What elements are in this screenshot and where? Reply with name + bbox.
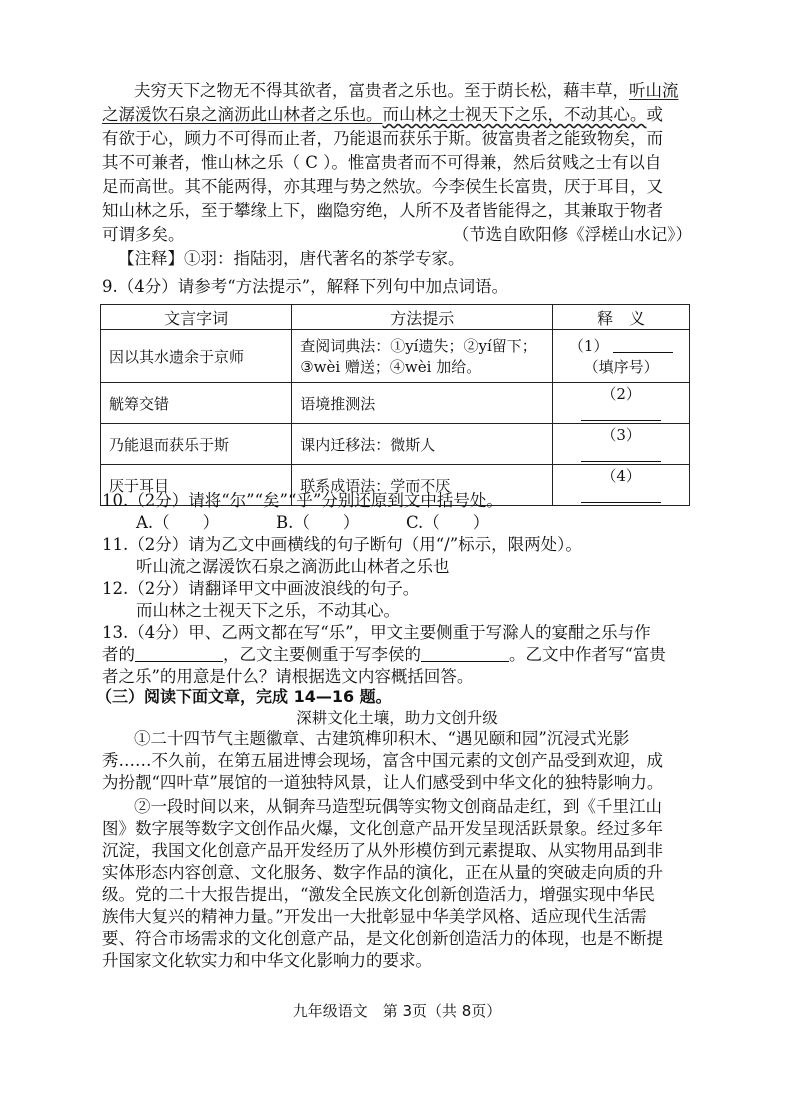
passage-text: 可谓多矣。 [102, 225, 185, 244]
passage-note: 【注释】①羽：指陆羽，唐代著名的茶学专家。 [118, 249, 465, 268]
option-c[interactable]: C.（ ） [406, 513, 490, 532]
passage-line-6: 知山林之乐，至于攀缘上下，幽隐穷绝，人所不及者皆能得之，其兼取于物者 [102, 201, 663, 220]
q13-text: 者的 [102, 645, 135, 664]
row3-answer[interactable] [553, 424, 690, 465]
word-text: 因以其水遗余于京师 [109, 347, 245, 366]
q10-stem: 10.（2分）请将“尔”“矣”“乎”分别还原到文中括号处。 [102, 491, 503, 510]
p2-line-8: 升国家文化软实力和中华文化影响力的要求。 [102, 951, 432, 970]
header-hint: 方法提示 [292, 305, 553, 330]
passage-line-3: 有欲于心，顾力不可得而止者，乃能退而获乐于斯。彼富贵者之能致物矣，而 [102, 129, 663, 148]
p1-line-2: 秀……不久前，在第五届进博会现场，富含中国元素的文创产品受到欢迎，成 [102, 751, 663, 770]
answer-hint: （填序号） [583, 358, 659, 376]
row1-hint [292, 330, 553, 383]
table-header-row [101, 305, 690, 330]
row2-word: 觥筹交错 [101, 383, 292, 424]
passage-line-1 [134, 80, 679, 102]
answer-blank[interactable] [581, 404, 661, 421]
q13-line2 [102, 644, 666, 666]
row4-hint: 联系成语法：学而不厌 [292, 465, 553, 506]
q12-stem: 12.（2分）请翻译甲文中画波浪线的句子。 [102, 579, 420, 598]
table-row [101, 330, 690, 383]
header-meaning: 释 义 [553, 305, 690, 330]
answer-label: （4） [601, 467, 641, 485]
row2-hint: 语境推测法 [292, 383, 553, 424]
q12-sentence: 而山林之士视天下之乐，不动其心。 [136, 601, 400, 620]
underlined-sentence: 听山流 [629, 81, 679, 100]
answer-blank[interactable] [581, 486, 661, 503]
p1-line-1: ①二十四节气主题徽章、古建筑榫卯积木、“遇见颐和园”沉浸式光影 [134, 729, 630, 748]
q13-blank-1[interactable] [135, 645, 223, 662]
answer-label: （1） [568, 337, 609, 355]
passage-text: 或 [646, 105, 663, 124]
q11-sentence: 听山流之潺湲饮石泉之滴沥此山林者之乐也 [136, 557, 450, 576]
option-a[interactable]: A.（ ） [136, 513, 220, 532]
passage-text: 夫穷天下之物无不得其欲者，富贵者之乐也。至于荫长松，藉丰草， [134, 81, 629, 100]
underlined-sentence: 之潺湲饮石泉之滴沥此山林者之乐也。 [102, 105, 383, 124]
row4-word: 厌于耳目 [101, 465, 292, 506]
passage-line-2 [102, 104, 663, 126]
q13-blank-2[interactable] [421, 645, 509, 662]
answer-label: （2） [601, 385, 641, 403]
row1-word [101, 330, 292, 383]
table-row [101, 383, 690, 424]
row4-answer[interactable] [553, 465, 690, 506]
row3-hint: 课内迁移法：微斯人 [292, 424, 553, 465]
passage-line-5: 足而高世。其不能两得，亦其理与势之然欤。今李侯生长富贵，厌于耳目，又 [102, 177, 663, 196]
q11-stem: 11.（2分）请为乙文中画横线的句子断句（用“/”标示，限两处）。 [102, 535, 582, 554]
q13-text: ，乙文主要侧重于写李侯的 [223, 645, 421, 664]
row2-answer[interactable] [553, 383, 690, 424]
q13-line3: 者之乐”的用意是什么？请根据选文内容概括回答。 [102, 667, 474, 686]
row3-word: 乃能退而获乐于斯 [101, 424, 292, 465]
p2-line-7: 要、符合市场需求的文化创意产品，是文化创新创造活力的体现，也是不断提 [102, 929, 663, 948]
q13-text: 。乙文中作者写“富贵 [509, 645, 666, 664]
hint-line: 查阅词典法：①yí遗失；②yí留下； [300, 337, 537, 355]
p2-line-1: ②一段时间以来，从铜奔马造型玩偶等实物文创商品走红，到《千里江山 [134, 797, 662, 816]
p2-line-5: 级。党的二十大报告提出，“激发全民族文化创新创造活力，增强实现中华民 [102, 885, 655, 904]
q9-stem: 9.（4分）请参考“方法提示”，解释下列句中加点词语。 [102, 277, 509, 296]
row1-answer[interactable] [553, 330, 690, 383]
passage-line-4: 其不可兼者，惟山林之乐（ C ）。惟富贵者而不可得兼，然后贫贱之士有以自 [102, 153, 662, 172]
hint-line: ③wèi 赠送；④wèi 加给。 [300, 358, 482, 376]
p2-line-2: 图》数字展等数字文创作品火爆，文化创意产品开发呈现活跃景象。经过多年 [102, 819, 663, 838]
article-title: 深耕文化土壤，助力文创升级 [296, 709, 498, 727]
q13-line1: 13.（4分）甲、乙两文都在写“乐”，甲文主要侧重于写滁人的宴酣之乐与作 [102, 623, 651, 642]
q9-table [100, 304, 690, 506]
passage-source: （节选自欧阳修《浮槎山水记》） [452, 225, 692, 244]
p2-line-3: 沉淀，我国文化创意产品开发经历了从外形模仿到元素提取、从实物用品到非 [102, 841, 663, 860]
table-row [101, 424, 690, 465]
page-footer: 九年级语文 第 3页（共 8页） [292, 1002, 502, 1020]
answer-blank[interactable] [613, 336, 673, 353]
q10-options [136, 512, 489, 534]
p1-line-3: 为扮靓“四叶草”展馆的一道独特风景，让人们感受到中华文化的独特影响力。 [102, 773, 664, 792]
answer-blank[interactable] [581, 445, 661, 462]
section3-heading: （三）阅读下面文章，完成 14—16 题。 [96, 687, 392, 706]
p2-line-6: 族伟大复兴的精神力量。”开发出一大批彰显中华美学风格、适应现代生活需 [102, 907, 647, 926]
p2-line-4: 实体形态内容创意、文化服务、数字作品的演化，正在从量的突破走向质的升 [102, 863, 663, 882]
option-b[interactable]: B.（ ） [276, 513, 360, 532]
passage-line-7 [102, 224, 692, 246]
header-word: 文言字词 [101, 305, 292, 330]
wavy-sentence: 而山林之士视天下之乐，不动其心。 [382, 105, 647, 124]
answer-label: （3） [601, 426, 641, 444]
